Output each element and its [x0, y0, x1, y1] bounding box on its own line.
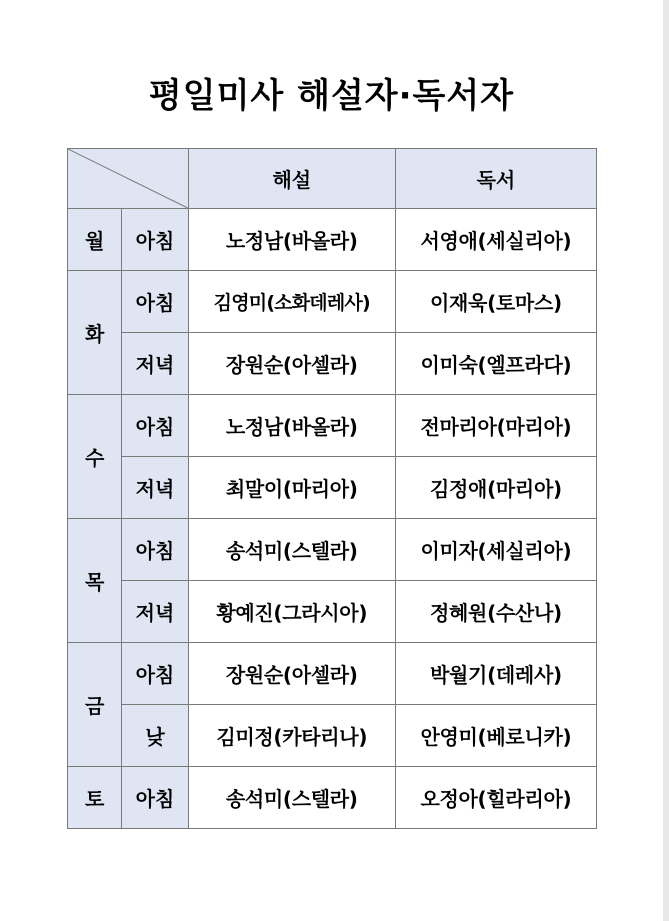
table-row	[68, 457, 597, 519]
commentator-cell: 황예진(그라시아)	[188, 581, 395, 643]
table-row	[68, 581, 597, 643]
page-title: 평일미사 해설자·독서자	[148, 76, 515, 116]
schedule-table	[67, 148, 597, 829]
reader-cell: 오정아(힐라리아)	[395, 767, 596, 829]
commentator-cell: 최말이(마리아)	[188, 457, 395, 519]
header-row	[68, 149, 597, 209]
time-cell: 아침	[122, 519, 188, 581]
table-row	[68, 333, 597, 395]
table-row	[68, 271, 597, 333]
day-cell: 화	[68, 271, 122, 395]
time-cell: 저녁	[122, 457, 188, 519]
commentator-cell: 노정남(바올라)	[188, 395, 395, 457]
reader-cell: 이미자(세실리아)	[395, 519, 596, 581]
table-row	[68, 767, 597, 829]
time-cell: 아침	[122, 395, 188, 457]
reader-cell: 안영미(베로니카)	[395, 705, 596, 767]
table-row	[68, 209, 597, 271]
reader-cell: 이미숙(엘프라다)	[395, 333, 596, 395]
time-cell: 아침	[122, 209, 188, 271]
commentator-cell: 장원순(아셀라)	[188, 643, 395, 705]
diagonal-divider	[68, 149, 188, 208]
time-cell: 아침	[122, 271, 188, 333]
reader-cell: 박월기(데레사)	[395, 643, 596, 705]
time-cell: 아침	[122, 767, 188, 829]
commentator-cell: 송석미(스텔라)	[188, 767, 395, 829]
time-cell: 아침	[122, 643, 188, 705]
commentator-cell: 송석미(스텔라)	[188, 519, 395, 581]
corner-cell	[68, 149, 189, 209]
reader-cell: 서영애(세실리아)	[395, 209, 596, 271]
table-row	[68, 705, 597, 767]
header-reader: 독서	[395, 149, 596, 209]
table-row	[68, 643, 597, 705]
table-row	[68, 519, 597, 581]
day-cell: 월	[68, 209, 122, 271]
reader-cell: 김정애(마리아)	[395, 457, 596, 519]
commentator-cell: 노정남(바올라)	[188, 209, 395, 271]
header-commentator: 해설	[188, 149, 395, 209]
commentator-cell: 김영미(소화데레사)	[188, 271, 395, 333]
commentator-cell: 장원순(아셀라)	[188, 333, 395, 395]
day-cell: 목	[68, 519, 122, 643]
reader-cell: 전마리아(마리아)	[395, 395, 596, 457]
reader-cell: 정혜원(수산나)	[395, 581, 596, 643]
table-row	[68, 395, 597, 457]
page-edge-strip	[663, 0, 669, 921]
day-cell: 토	[68, 767, 122, 829]
time-cell: 저녁	[122, 333, 188, 395]
day-cell: 수	[68, 395, 122, 519]
commentator-cell: 김미정(카타리나)	[188, 705, 395, 767]
reader-cell: 이재욱(토마스)	[395, 271, 596, 333]
time-cell: 낮	[122, 705, 188, 767]
time-cell: 저녁	[122, 581, 188, 643]
day-cell: 금	[68, 643, 122, 767]
